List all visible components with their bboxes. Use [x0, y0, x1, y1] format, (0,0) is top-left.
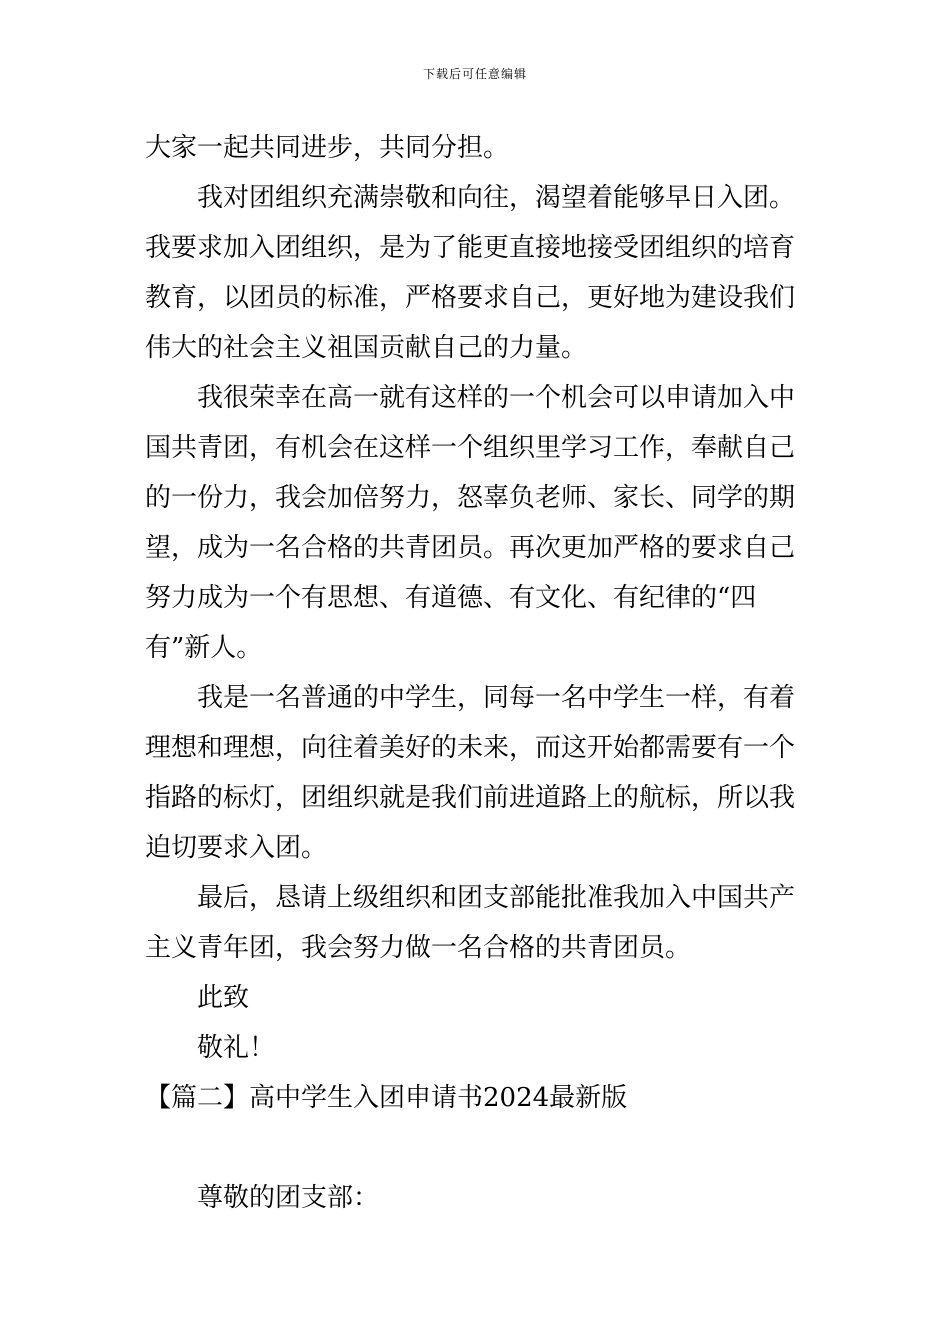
closing-line: 此致 [197, 983, 250, 1013]
text-line: 望，成为一名合格的共青团员。再次更加严格的要求自己 [145, 533, 796, 563]
text-line: 教育，以团员的标准，严格要求自己，更好地为建设我们 [145, 283, 796, 313]
text-line: 努力成为一个有思想、有道德、有文化、有纪律的“四 [145, 583, 757, 613]
paragraph-start-line: 我对团组织充满崇敬和向往，渴望着能够早日入团。 [197, 183, 796, 213]
paragraph-start-line: 我是一名普通的中学生，同每一名中学生一样，有着 [197, 683, 796, 713]
text-line: 理想和理想，向往着美好的未来，而这开始都需要有一个 [145, 733, 796, 763]
text-line: 的一份力，我会加倍努力，怒辜负老师、家长、同学的期 [145, 483, 796, 513]
header-note: 下载后可任意编辑 [422, 67, 527, 81]
text-line: 有”新人。 [145, 633, 263, 663]
blank-line [145, 1123, 817, 1173]
section-heading: 【篇二】高中学生入团申请书2024最新版 [145, 1083, 628, 1113]
text-line: 迫切要求入团。 [145, 833, 328, 863]
text-line: 伟大的社会主义祖国贡献自己的力量。 [145, 333, 588, 363]
letter-body [145, 123, 817, 1223]
text-line: 我要求加入团组织，是为了能更直接地接受团组织的培育 [145, 233, 796, 263]
salutation-line: 尊敬的团支部： [197, 1183, 380, 1213]
text-line: 国共青团，有机会在这样一个组织里学习工作，奉献自己 [145, 433, 796, 463]
paragraph-start-line: 我很荣幸在高一就有这样的一个机会可以申请加入中 [197, 383, 796, 413]
text-line: 指路的标灯，团组织就是我们前进道路上的航标，所以我 [145, 783, 796, 813]
closing-line: 敬礼！ [197, 1033, 276, 1063]
text-line: 主义青年团，我会努力做一名合格的共青团员。 [145, 933, 692, 963]
text-line: 大家一起共同进步，共同分担。 [145, 133, 510, 163]
paragraph-start-line: 最后，恳请上级组织和团支部能批准我加入中国共产 [197, 883, 796, 913]
